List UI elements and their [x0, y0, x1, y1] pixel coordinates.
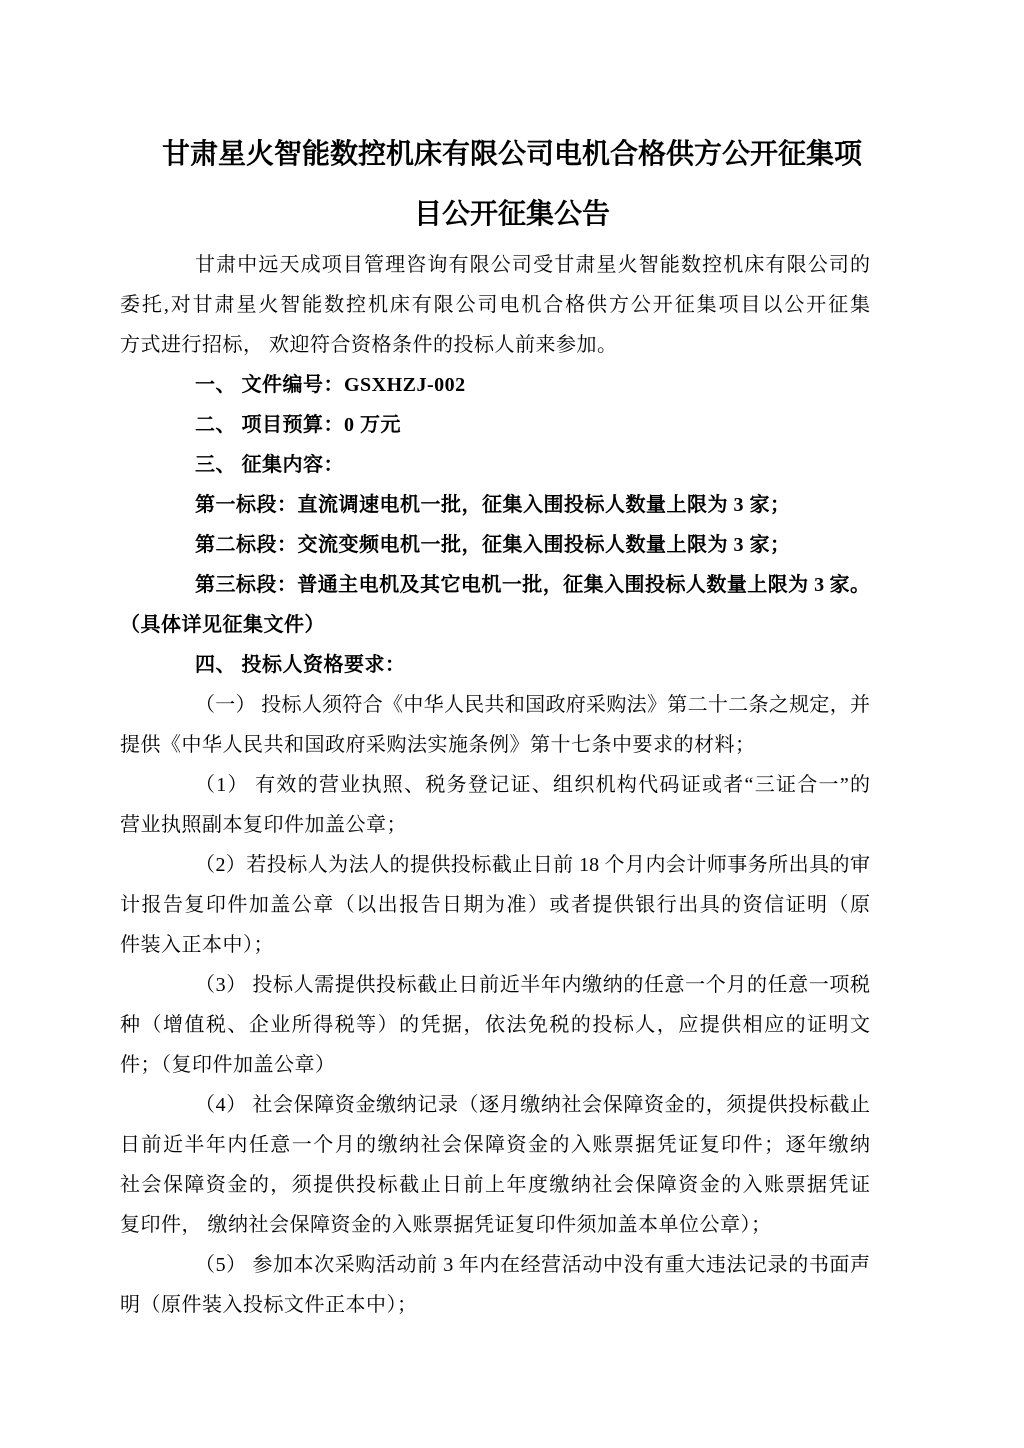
document-line: 明（原件装入投标文件正本中）；: [120, 1294, 418, 1316]
document-line: 日前近半年内任意一个月的缴纳社会保障资金的入账票据凭证复印件；逐年缴纳: [120, 1134, 870, 1156]
document-line: 营业执照副本复印件加盖公章；: [120, 814, 407, 836]
document-line: 社会保障资金的，须提供投标截止日前上年度缴纳社会保障资金的入账票据凭证: [120, 1174, 870, 1196]
document-body: [120, 125, 870, 1325]
document-line: （3） 投标人需提供投标截止日前近半年内缴纳的任意一个月的任意一项税: [195, 974, 870, 996]
document-line: 计报告复印件加盖公章（以出报告日期为准）或者提供银行出具的资信证明（原: [120, 894, 870, 916]
document-line: 件装入正本中）；: [120, 934, 274, 956]
document-line: 甘肃中远天成项目管理咨询有限公司受甘肃星火智能数控机床有限公司的: [195, 254, 870, 276]
document-line: 一、 文件编号：GSXHZJ-002: [195, 374, 466, 396]
document-line: 件；（复印件加盖公章）: [120, 1054, 336, 1076]
document-line: （1） 有效的营业执照、税务登记证、组织机构代码证或者“三证合一”的: [195, 774, 870, 796]
document-line: （2）若投标人为法人的提供投标截止日前 18 个月内会计师事务所出具的审: [195, 854, 870, 876]
document-line: 种（增值税、企业所得税等）的凭据，依法免税的投标人，应提供相应的证明文: [120, 1014, 870, 1036]
document-line: 提供《中华人民共和国政府采购法实施条例》第十七条中要求的材料；: [120, 734, 756, 756]
document-line: 第二标段：交流变频电机一批，征集入围投标人数量上限为 3 家；: [195, 534, 791, 556]
document-line: 甘肃星火智能数控机床有限公司电机合格供方公开征集项: [161, 139, 862, 170]
document-line: 委托,对甘肃星火智能数控机床有限公司电机合格供方公开征集项目以公开征集: [120, 294, 870, 316]
document-line: 三、 征集内容：: [195, 454, 344, 476]
document-line: 四、 投标人资格要求：: [195, 654, 406, 676]
document-line: （具体详见征集文件）: [120, 614, 325, 636]
document-line: 二、 项目预算：0 万元: [195, 414, 401, 436]
document-line: （一） 投标人须符合《中华人民共和国政府采购法》第二十二条之规定，并: [195, 694, 870, 716]
document-line: 第一标段：直流调速电机一批，征集入围投标人数量上限为 3 家；: [195, 494, 791, 516]
document-line: 复印件， 缴纳社会保障资金的入账票据凭证复印件须加盖本单位公章）；: [120, 1214, 772, 1236]
document-line: 方式进行招标， 欢迎符合资格条件的投标人前来参加。: [120, 334, 618, 356]
document-line: （5） 参加本次采购活动前 3 年内在经营活动中没有重大违法记录的书面声: [195, 1254, 870, 1276]
document-line: （4） 社会保障资金缴纳记录（逐月缴纳社会保障资金的，须提供投标截止: [195, 1094, 870, 1116]
document-line: 第三标段：普通主电机及其它电机一批，征集入围投标人数量上限为 3 家。: [195, 574, 870, 596]
document-line: 目公开征集公告: [413, 199, 610, 230]
